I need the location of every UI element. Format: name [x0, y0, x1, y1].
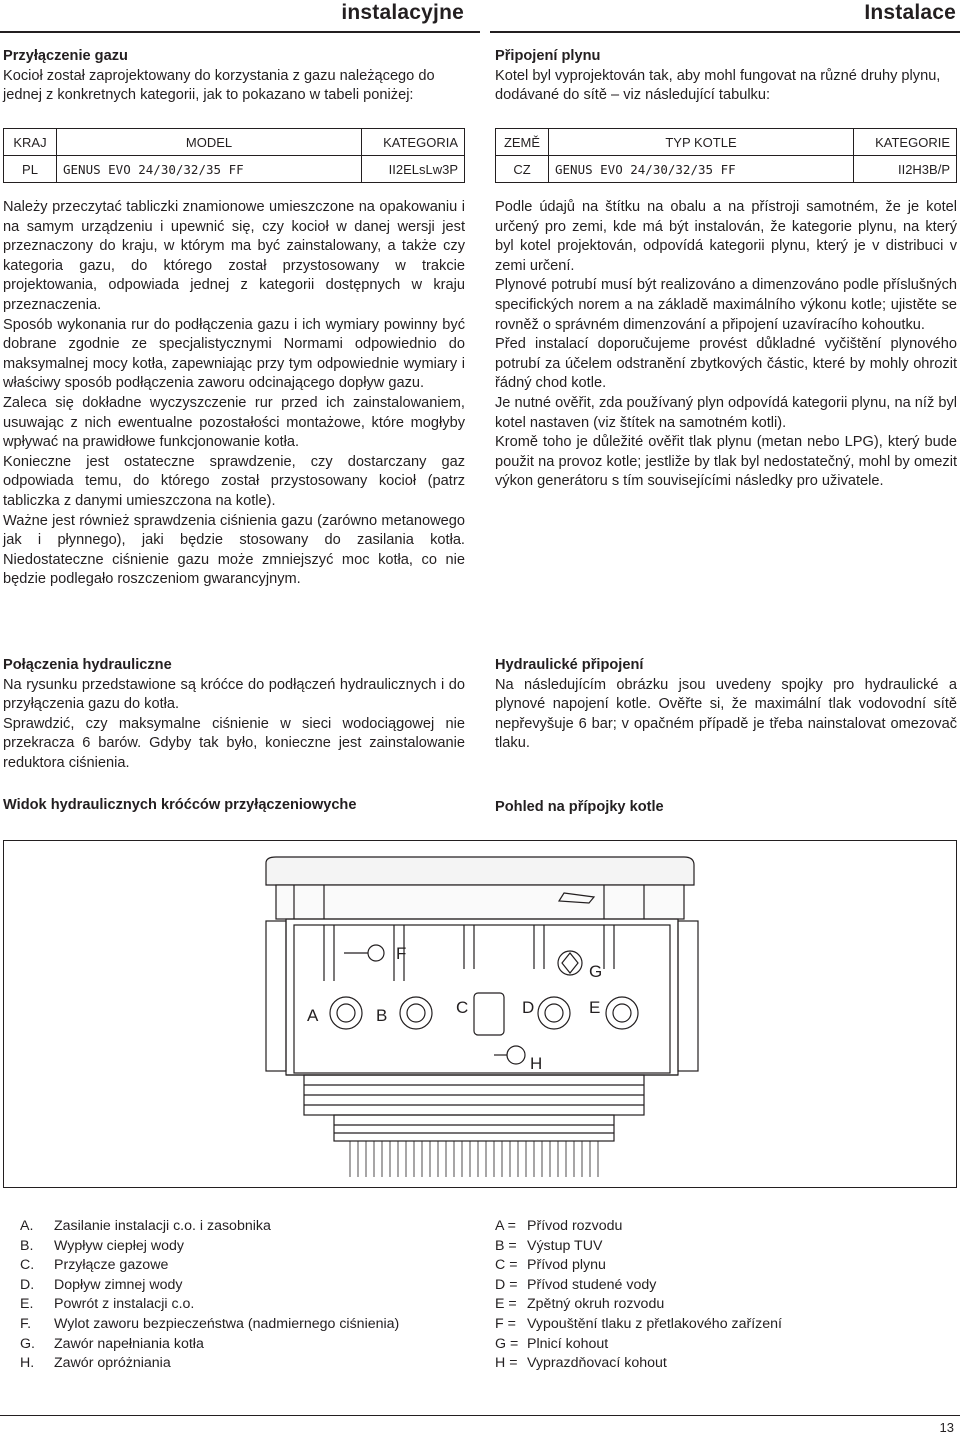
legend-item: C = Přívod plynu — [495, 1257, 606, 1274]
figure-label-c: C — [456, 998, 469, 1017]
cz-paragraph: Je nutné ověřit, zda používaný plyn odpovídá kategorii plynu, na níž byl kotel nastaven (viz štítek na samotném kotli). — [495, 394, 957, 431]
cz-paragraph: Plynové potrubí musí být realizováno a dimenzováno podle příslušných specifických norem a na základě maximálního výkonu kotle; ujistěte se rovněž o správném dimenzování a připojení uzavíracího kohoutku. — [495, 277, 957, 333]
pl-hydraulic-heading: Połączenia hydrauliczne — [3, 657, 172, 673]
table-cell: II2H3B/P — [854, 156, 957, 183]
cz-gas-intro: Kotel byl vyprojektován tak, aby mohl fungovat na různé druhy plynu, dodávané do sítě – viz následující tabulku: — [495, 67, 941, 104]
pl-hydraulic-section — [3, 656, 465, 774]
table-cell: GENUS EVO 24/30/32/35 FF — [57, 156, 362, 183]
cz-gas-table — [495, 128, 957, 183]
legend-item: D = Přívod studené vody — [495, 1276, 657, 1293]
pl-gas-section — [3, 47, 465, 106]
pl-paragraph: Należy przeczytać tabliczki znamionowe umieszczone na opakowaniu i na samym urządzeniu i upewnić się, czy kocioł w danej wersji jest przeznaczony do kraju, w którym ma być zainstalowany, a także czy kategoria gazu, do którego został przystosowany w trakcie projektowania, odpowiada jednej z kategorii dostępnych w kraju przeznaczenia. — [3, 199, 465, 313]
table-header-cell: KATEGORIA — [362, 129, 465, 156]
cz-hydraulic-section — [495, 656, 957, 754]
table-header-row — [4, 129, 465, 156]
table-header-cell: TYP KOTLE — [549, 129, 854, 156]
pl-view-heading: Widok hydraulicznych króćców przyłączeniowyche — [3, 797, 357, 813]
cz-paragraph: Kromě toho je důležité ověřit tlak plynu (metan nebo LPG), který bude použit na provoz kotle; jestliže by tlak byl nedostatečný, mohl by omezit výkon generátoru s tím souvisejícími následky pro uživatele. — [495, 434, 957, 490]
figure-label-a: A — [307, 1006, 319, 1025]
table-header-row — [496, 129, 957, 156]
table-header-cell: ZEMĚ — [496, 129, 549, 156]
table-header-cell: KRAJ — [4, 129, 57, 156]
figure-label-d: D — [522, 998, 535, 1017]
header-title-pl: instalacyjne — [341, 1, 464, 24]
figure-label-g: G — [589, 962, 603, 981]
cz-legend — [495, 1217, 782, 1374]
figure-label-h: H — [530, 1054, 543, 1073]
legend-item: D. Dopływ zimnej wody — [20, 1276, 183, 1293]
page-number: 13 — [939, 1420, 954, 1435]
table-cell: PL — [4, 156, 57, 183]
cz-hydraulic-p1: Na následujícím obrázku jsou uvedeny spojky pro hydraulické a plynové napojení kotle. Ověřte si, že maximální tlak vodovodní sítě nepřevyšuje 6 bar; v opačném případě je třeba nainstalovat omezovač tlaku. — [495, 676, 957, 752]
table-header-cell: KATEGORIE — [854, 129, 957, 156]
header-left — [0, 0, 480, 33]
table-row — [496, 156, 957, 183]
pl-hydraulic-p1: Na rysunku przedstawione są króćce do podłączeń hydraulicznych i do przyłączenia gazu do kotła. — [3, 676, 465, 713]
cz-paragraph: Před instalací doporučujeme provést důkladné vyčištění plynového potrubí za účelem odstranění zbytkových částic, které by mohly ohrozit řádný chod kotle. — [495, 336, 957, 392]
legend-item: E. Powrót z instalacji c.o. — [20, 1296, 195, 1313]
legend-item: G = Plnicí kohout — [495, 1335, 609, 1352]
cz-gas-heading: Připojení plynu — [495, 48, 601, 64]
table-header-cell: MODEL — [57, 129, 362, 156]
legend-item: B. Wypływ ciepłej wody — [20, 1237, 184, 1254]
pl-paragraph: Zaleca się dokładne wyczyszczenie rur przed ich zainstalowaniem, usuwając z nich ewentualne pozostałości montażowe, które mogłyby wpływać na prawidłowe funkcjonowanie kotła. — [3, 394, 465, 451]
cz-gas-section — [495, 47, 957, 106]
figure-label-e: E — [589, 998, 601, 1017]
boiler-connections-figure — [3, 840, 957, 1188]
legend-item: H. Zawór opróżniania — [20, 1355, 171, 1372]
cz-hydraulic-heading: Hydraulické připojení — [495, 657, 644, 673]
legend-item: A = Přívod rozvodu — [495, 1218, 623, 1234]
cz-view-heading: Pohled na přípojky kotle — [495, 799, 664, 815]
legend-item: C. Przyłącze gazowe — [20, 1257, 169, 1274]
pl-gas-table — [3, 128, 465, 183]
header-right — [490, 0, 960, 33]
cz-paragraph: Podle údajů na štítku na obalu a na přístroji samotném, že je kotel určený pro zemi, kde má být instalován, že kategorie plynu, na který byl kotel projektován, odpovídá kategorii plynu, který je v distribuci v zemi určení. — [495, 199, 957, 274]
legend-item: A. Zasilanie instalacji c.o. i zasobnika — [20, 1218, 271, 1234]
figure-label-b: B — [376, 1006, 388, 1025]
footer-rule — [0, 1415, 960, 1416]
pl-paragraph: Sposób wykonania rur do podłączenia gazu i ich wymiary powinny być dobrane zgodnie ze specjalistycznymi Normami odpowiednio do maksymalnej mocy kotła, zapewniając przy tym odpowiednie wymiary i właściwy sposób podłączenia zaworu odcinającego dopływ gazu. — [3, 316, 465, 392]
figure-label-f: F — [396, 944, 407, 963]
legend-item: F = Vypouštění tlaku z přetlakového zařízení — [495, 1315, 782, 1332]
legend-item: E = Zpětný okruh rozvodu — [495, 1296, 665, 1313]
table-cell: CZ — [496, 156, 549, 183]
pl-paragraph: Ważne jest również sprawdzenia ciśnienia gazu (zarówno metanowego jak i płynnego), jaki będzie stosowany do zasilania kotła. Niedostateczne ciśnienie gazu może zmniejszyć moc kotła, co nie będzie podlegało roszczeniom gwarancyjnym. — [3, 512, 465, 588]
table-cell: II2ELsLw3P — [362, 156, 465, 183]
pl-hydraulic-p2: Sprawdzić, czy maksymalne ciśnienie w sieci wodociągowej nie przekracza 6 barów. Gdyby tak było, konieczne jest zainstalowanie reduktora ciśnienia. — [3, 715, 465, 771]
boiler-drawing — [4, 841, 956, 1187]
legend-item: F. Wylot zaworu bezpieczeństwa (nadmiernego ciśnienia) — [20, 1315, 400, 1332]
pl-paragraph: Konieczne jest ostateczne sprawdzenie, czy dostarczany gaz odpowiada temu, do którego został przystosowany kocioł (patrz tabliczka z danymi umieszczona na kotle). — [3, 453, 465, 509]
legend-item: H = Vyprazdňovací kohout — [495, 1355, 667, 1372]
table-cell: GENUS EVO 24/30/32/35 FF — [549, 156, 854, 183]
header-title-cz: Instalace — [864, 1, 956, 24]
legend-item: G. Zawór napełniania kotła — [20, 1335, 204, 1352]
cz-gas-body — [495, 198, 957, 492]
pl-gas-body — [3, 198, 465, 590]
table-row — [4, 156, 465, 183]
legend-item: B = Výstup TUV — [495, 1237, 603, 1254]
pl-gas-heading: Przyłączenie gazu — [3, 48, 128, 64]
pl-legend — [20, 1217, 399, 1374]
pl-gas-intro: Kocioł został zaprojektowany do korzystania z gazu należącego do jednej z konkretnych kategorii, jak to pokazano w tabeli poniżej: — [3, 67, 435, 104]
